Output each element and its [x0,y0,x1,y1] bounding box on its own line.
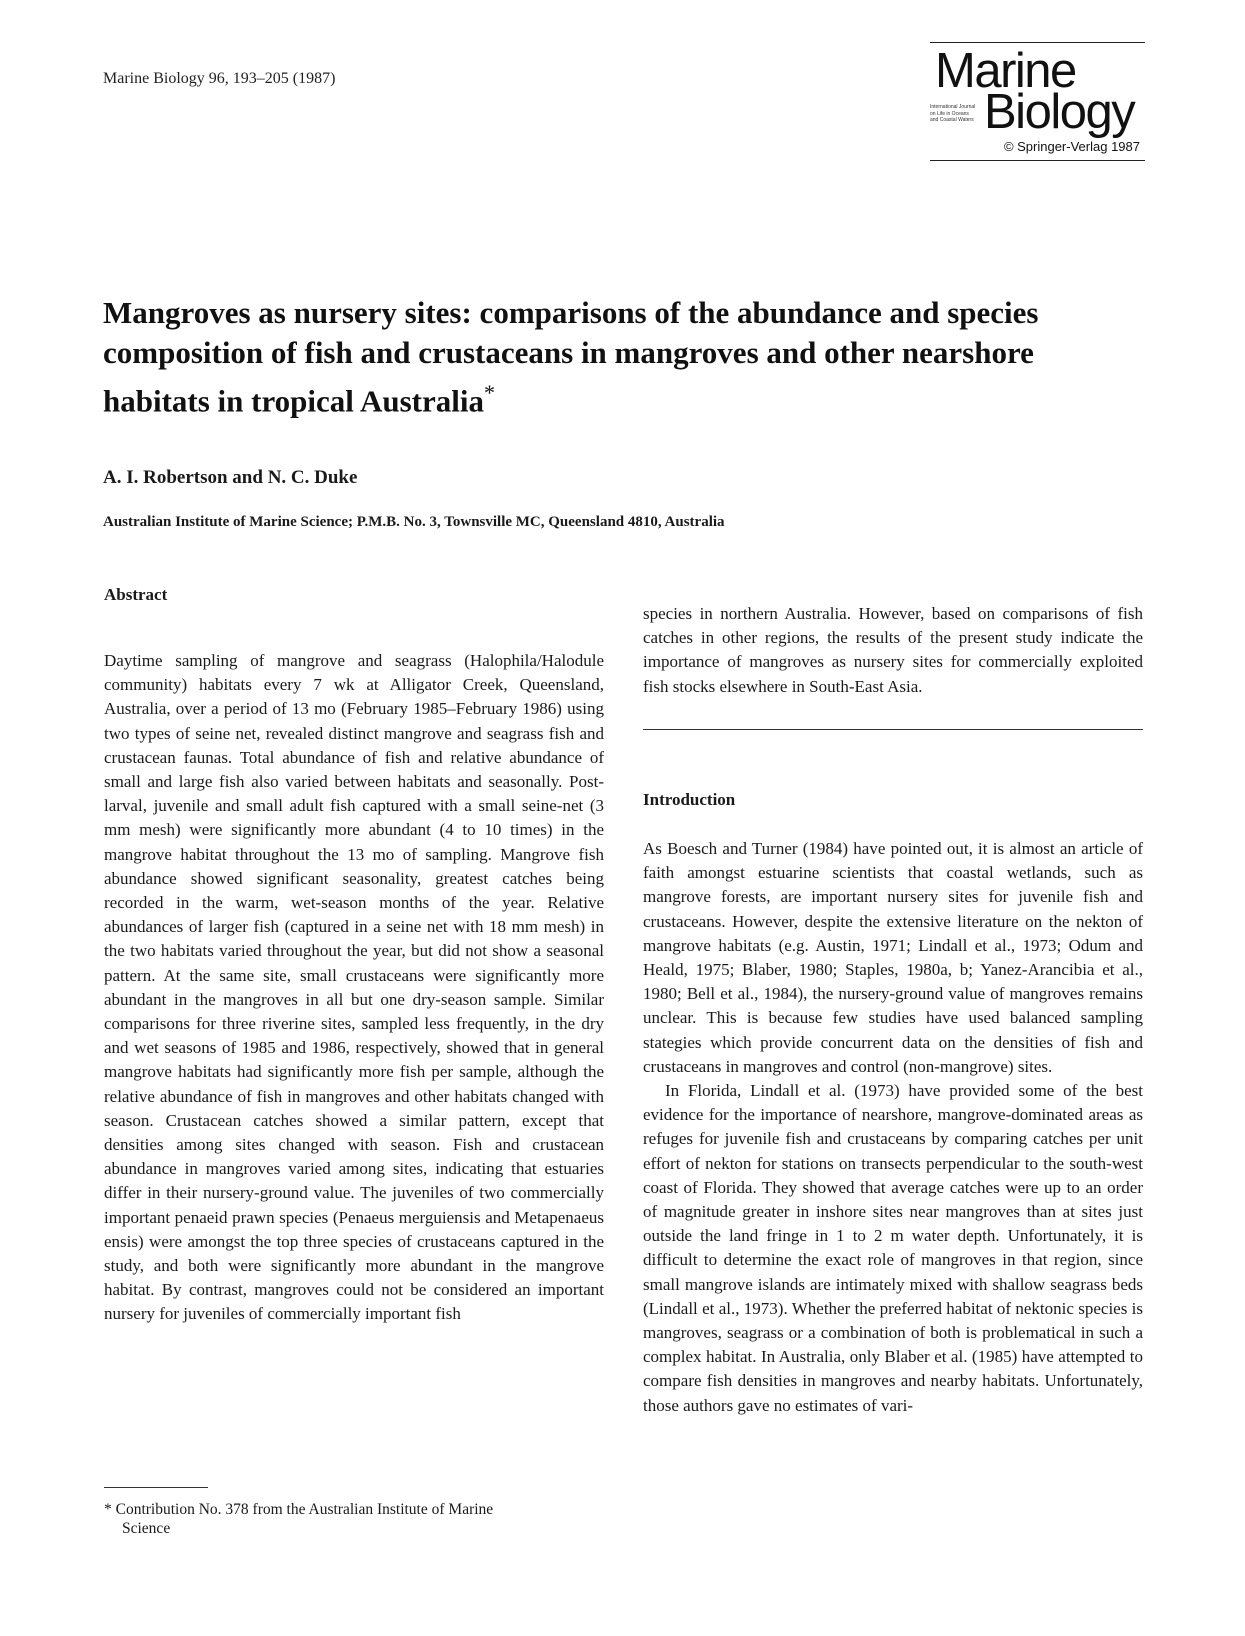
journal-logo [930,42,1145,160]
abstract-continuation: species in northern Australia. However, based on comparisons of fish catches in other regions, the results of the present study indicate the importance of mangroves as nursery sites for commercially exploited fish stocks elsewhere in South-East Asia. [643,604,1143,696]
footnote-line: * Contribution No. 378 from the Australian Institute of Marine [104,1501,494,1518]
journal-citation: Marine Biology 96, 193–205 (1987) [103,70,336,87]
footnote-rule [104,1487,208,1488]
footnote-line: Science [122,1520,171,1537]
footnote [104,1500,604,1538]
introduction-paragraph: As Boesch and Turner (1984) have pointed out, it is almost an article of faith amongst estuarine scientists that coastal wetlands, such as mangrove forests, are important nursery sites for juvenile fish and crustaceans. However, despite the extensive literature on the nekton of mangrove habitats (e.g. Austin, 1971; Lindall et al., 1973; Odum and Heald, 1975; Blaber, 1980; Staples, 1980a, b; Yanez-Arancibia et al., 1980; Bell et al., 1984), the nursery-ground value of mangroves remains unclear. This is because few studies have used balanced sampling stategies which provide concurrent data on the densities of fish and crustaceans in mangroves and control (non-mangrove) sites. [643,839,1143,1076]
abstract-heading: Abstract [104,585,168,604]
logo-biology: Biology [984,85,1135,139]
logo-tag-line: and Coastal Waters [930,117,974,123]
introduction-body [643,837,1143,1418]
logo-tagline [930,104,980,124]
affiliation: Australian Institute of Marine Science; P.M.B. No. 3, Townsville MC, Queensland 4810, Australia [103,514,725,530]
abstract-body: Daytime sampling of mangrove and seagrass (Halophila/Halodule community) habitats every 7 wk at Alligator Creek, Queensland, Australia, over a period of 13 mo (February 1985–February 1986) using two types of seine net, revealed distinct mangrove and seagrass fish and crustacean faunas. Total abundance of fish and relative abundance of small and large fish also varied between habitats and seasonally. Post-larval, juvenile and small adult fish captured with a small seine-net (3 mm mesh) were significantly more abundant (4 to 10 times) in the mangrove habitat throughout the 13 mo of sampling. Mangrove fish abundance showed significant seasonality, greatest catches being recorded in the warm, wet-season months of the year. Relative abundances of larger fish (captured in a seine net with 18 mm mesh) in the two habitats varied throughout the year, but did not show a seasonal pattern. At the same site, small crustaceans were significantly more abundant in the mangroves in all but one dry-season sample. Similar comparisons for three riverine sites, sampled less frequently, in the dry and wet seasons of 1985 and 1986, respectively, showed that in general mangrove habitats had significantly more fish per sample, although the relative abundance of fish in mangroves and other habitats changed with season. Crustacean catches showed a similar pattern, except that densities among sites changed with season. Fish and crustacean abundance in mangroves varied among sites, indicating that estuaries differ in their nursery-ground value. The juveniles of two commercially important penaeid prawn species (Penaeus merguiensis and Metapenaeus ensis) were amongst the top three species of crustaceans captured in the study, and both were significantly more abundant in the mangrove habitat. By contrast, mangroves could not be considered an important nursery for juveniles of commercially important fish [104,651,604,1324]
authors: A. I. Robertson and N. C. Duke [103,467,358,488]
section-divider [643,729,1143,730]
article-title [103,293,1143,421]
logo-marine: Marine [935,44,1076,98]
introduction-heading: Introduction [643,790,736,809]
logo-copyright: © Springer-Verlag 1987 [1003,139,1140,154]
introduction-paragraph: In Florida, Lindall et al. (1973) have provided some of the best evidence for the importance of nearshore, mangrove-dominated areas as refuges for juvenile fish and crustaceans by comparing catches per unit effort of nekton for stations on transects perpendicular to the south-west coast of Florida. They showed that average catches were up to an order of magnitude greater in inshore sites near mangroves than at sites just outside the land fringe in 1 to 2 m water depth. Unfortunately, it is difficult to determine the exact role of mangroves in that region, since small mangrove islands are intimately mixed with shallow seagrass beds (Lindall et al., 1973). Whether the preferred habitat of nektonic species is mangroves, seagrass or a combination of both is problematical in such a complex habitat. In Australia, only Blaber et al. (1985) have attempted to compare fish densities in mangroves and nearby habitats. Unfortunately, those authors gave no estimates of vari- [643,1081,1143,1415]
logo-tag-line: International Journal [930,104,976,110]
title-footnote-mark: * [483,380,495,405]
article-title-text: Mangroves as nursery sites: comparisons of the abundance and species composition of fish and crustaceans in mangroves and other nearshore habitats in tropical Australia [103,295,1039,419]
logo-rule-bottom [930,160,1145,161]
logo-rule-top [930,42,1145,43]
logo-tag-line: on Life in Oceans [930,110,969,117]
